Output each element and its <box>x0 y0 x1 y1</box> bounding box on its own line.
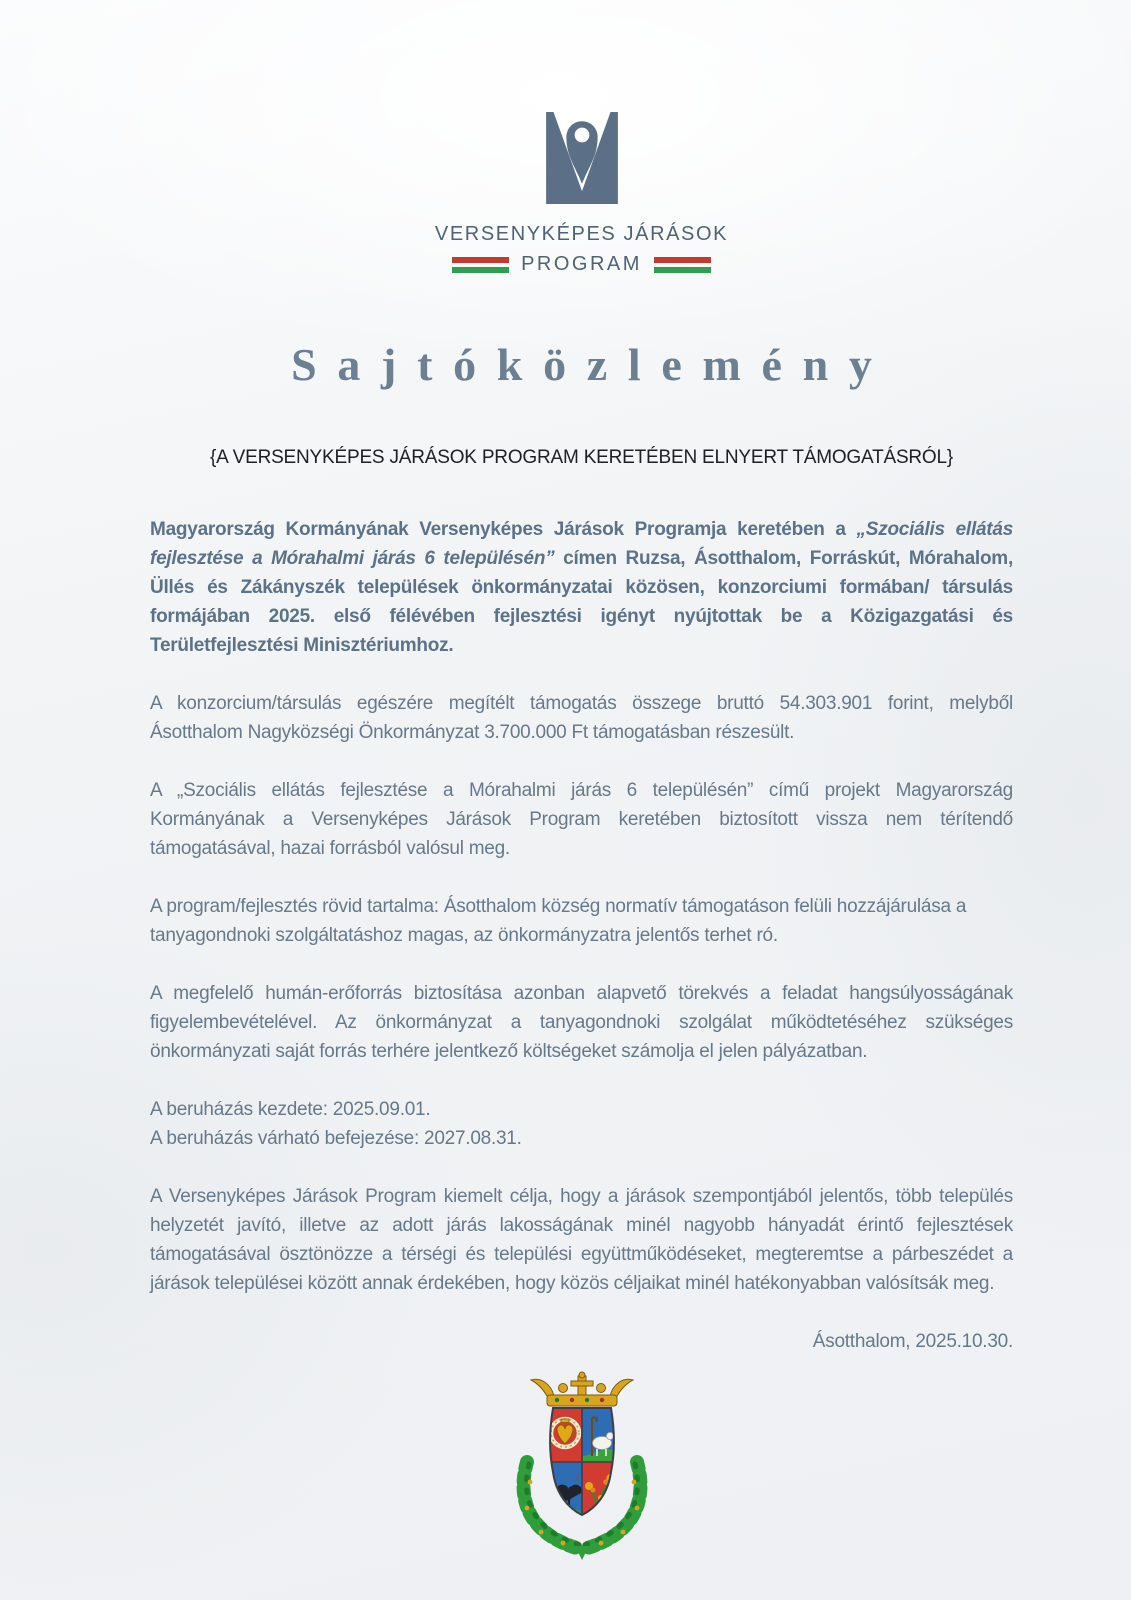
map-pin-v-logo-icon <box>546 112 618 204</box>
crown <box>531 1372 633 1406</box>
place-and-date-signoff: Ásotthalom, 2025.10.30. <box>812 1331 1013 1352</box>
shield <box>545 1406 618 1528</box>
project-dates <box>150 1095 1013 1153</box>
paragraph-intro-rest: címen Ruzsa, Ásotthalom, Forráskút, Mórahalom, Üllés és Zákányszék települések önkormányzatai közösen, konzorciumi formában/ társulás formájában 2025. első félévében fejlesztési igényt nyújtottak be a Közigazgatási és Területfejlesztési Minisztériumhoz. <box>150 548 1013 656</box>
press-release-body <box>150 515 1013 1356</box>
paragraph-hr-resources: A megfelelő humán-erőforrás biztosítása azonban alapvető törekvés a feladat hangsúlyosságának figyelembevételével. Az önkormányzat a tanyagondnoki szolgálat működtetéséhez szükséges önkormányzati saját forrás terhére jelentkező költségeket számolja el jelen pályázatban. <box>150 983 1013 1062</box>
press-release-subject: {A VERSENYKÉPES JÁRÁSOK PROGRAM KERETÉBEN ELNYERT TÁMOGATÁSRÓL} <box>209 447 954 468</box>
program-logo <box>150 0 1013 276</box>
paragraph-intro-lead: Magyarország Kormányának Versenyképes Járások Programja keretében a <box>150 519 857 540</box>
project-end-date: A beruházás várható befejezése: 2027.08.31. <box>150 1128 522 1149</box>
logo-text-line1: VERSENYKÉPES JÁRÁSOK <box>434 223 729 245</box>
paragraph-program-goal: A Versenyképes Járások Program kiemelt célja, hogy a járások szempontjából jelentős, több település helyzetét javító, illetve az adott járás lakosságának minél nagyobb hányadát érintő fejlesztések támogatásával ösztönözze a térségi és települési együttműködéseket, megteremtse a párbeszédet a járások települései között annak érdekében, hogy közös céljaikat minél hatékonyabban valósítsák meg. <box>150 1186 1013 1294</box>
project-title-quote: „Szociális ellátás fejlesztése a Mórahalmi járás 6 településén” <box>150 519 1014 569</box>
hungarian-flag-stripes-right <box>654 257 711 273</box>
paragraph-funding-source: A „Szociális ellátás fejlesztése a Mórahalmi járás 6 településén” című projekt Magyarország Kormányának a Versenyképes Járások Program keretében biztosított vissza nem térítendő támogatásával, hazai forrásból valósul meg. <box>150 780 1013 859</box>
paragraph-program-summary: A program/fejlesztés rövid tartalma: Ásotthalom község normatív támogatáson felüli hozzájárulása a tanyagondnoki szolgáltatáshoz magas, az önkormányzatra jelentős terhet ró. <box>150 896 967 946</box>
project-start-date: A beruházás kezdete: 2025.09.01. <box>150 1099 431 1120</box>
asotthalom-coat-of-arms <box>497 1370 667 1570</box>
page-title: Sajtóközlemény <box>291 339 893 390</box>
paragraph-grant-amount: A konzorcium/társulás egészére megítélt támogatás összege bruttó 54.303.901 forint, melyből Ásotthalom Nagyközségi Önkormányzat 3.700.000 Ft támogatásban részesült. <box>150 693 1013 743</box>
hungarian-flag-stripes-left <box>452 257 509 273</box>
paragraph-intro <box>150 515 1013 660</box>
logo-text-line2: PROGRAM <box>521 253 642 275</box>
